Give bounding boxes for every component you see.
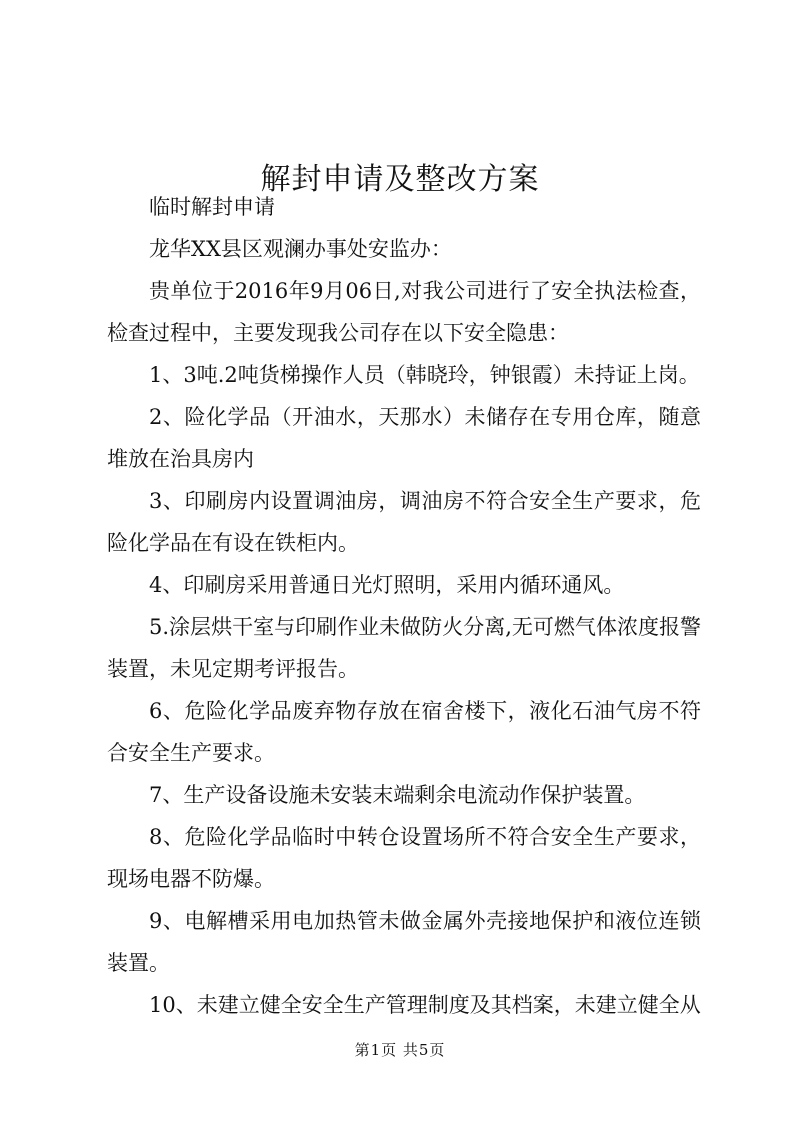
paragraph-4: 1、3吨.2吨货梯操作人员（韩晓玲，钟银霞）未持证上岗。 [149,363,700,387]
paragraph-6: 3、印刷房内设置调油房，调油房不符合安全生产要求，危险化学品在有设在铁柜内。 [107,489,701,555]
document-title: 解封申请及整改方案 [260,162,540,198]
document-body [107,186,701,1026]
paragraph-12: 9、电解槽采用电加热管未做金属外壳接地保护和液位连锁装置。 [107,909,701,975]
page-footer: 第1页 共5页 [354,1041,446,1059]
paragraph-1: 临时解封申请 [149,195,275,219]
paragraph-11: 8、危险化学品临时中转仓设置场所不符合安全生产要求，现场电器不防爆。 [107,825,701,891]
paragraph-5: 2、险化学品（开油水，天那水）未储存在专用仓库，随意堆放在治具房内 [107,405,701,471]
paragraph-3: 贵单位于2016年9月06日,对我公司进行了安全执法检查，检查过程中，主要发现我公司存在以下安全隐患： [107,279,701,345]
paragraph-2: 龙华XX县区观澜办事处安监办： [149,237,452,261]
paragraph-10: 7、生产设备设施未安装末端剩余电流动作保护装置。 [149,783,646,807]
paragraph-13: 10、未建立健全安全生产管理制度及其档案，未建立健全从 [149,993,701,1017]
paragraph-8: 5.涂层烘干室与印刷作业未做防火分离,无可燃气体浓度报警装置，未见定期考评报告。 [107,615,701,681]
paragraph-7: 4、印刷房采用普通日光灯照明，采用内循环通风。 [149,573,625,597]
paragraph-9: 6、危险化学品废弃物存放在宿舍楼下，液化石油气房不符合安全生产要求。 [107,699,701,765]
